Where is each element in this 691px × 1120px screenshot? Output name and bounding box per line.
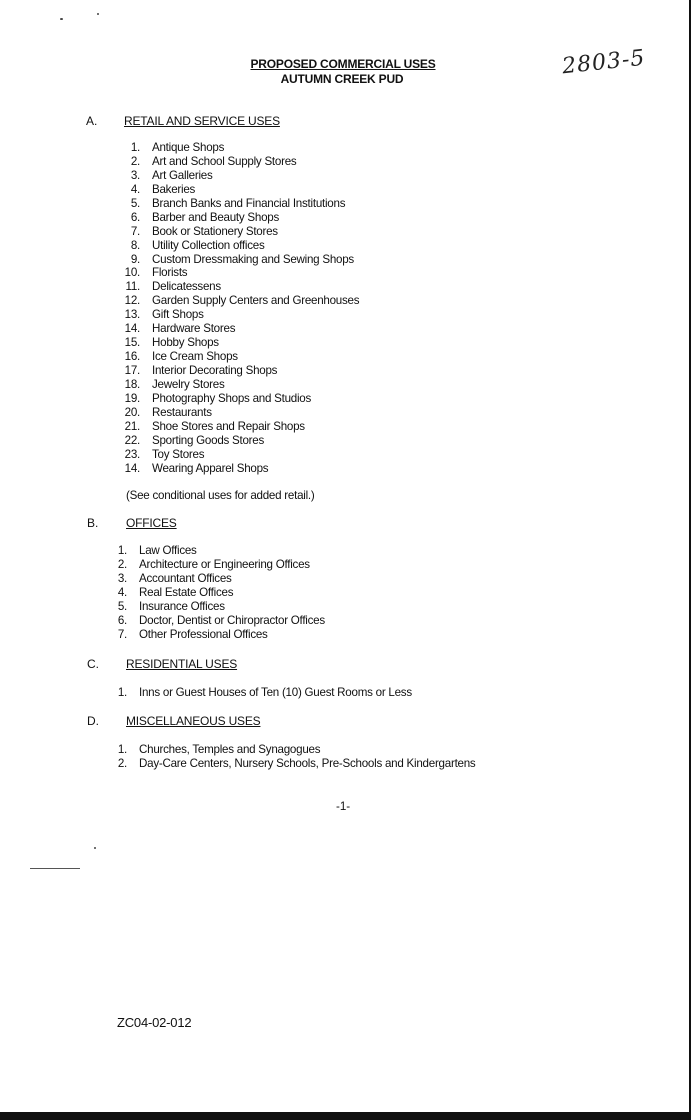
list-item-text: Bakeries	[152, 182, 196, 196]
list-item-text: Art Galleries	[152, 168, 213, 182]
list-item-text: Barber and Beauty Shops	[152, 210, 280, 224]
list-item-number: 3.	[117, 571, 127, 585]
list-item-text: Architecture or Engineering Offices	[139, 557, 310, 571]
list-item-text: Book or Stationery Stores	[152, 224, 278, 238]
list-item-number: 1.	[117, 544, 127, 557]
list-item-number: 17.	[124, 364, 140, 377]
section-d-letter: D.	[87, 714, 99, 728]
list-item-text: Art and School Supply Stores	[152, 154, 297, 168]
list-item-number: 11.	[125, 280, 140, 294]
list-item-text: Accountant Offices	[139, 571, 232, 585]
list-item-text: Sporting Goods Stores	[152, 433, 265, 447]
list-item-number: 1.	[117, 743, 127, 756]
list-item-text: Shoe Stores and Repair Shops	[152, 419, 305, 433]
list-item-text: Doctor, Dentist or Chiropractor Offices	[139, 613, 325, 627]
scan-line-mark	[30, 868, 80, 869]
list-item-text: Hobby Shops	[152, 336, 219, 350]
list-item-text: Custom Dressmaking and Sewing Shops	[152, 252, 354, 266]
list-item-number: 10.	[124, 266, 140, 280]
list-item-number: 18.	[124, 377, 140, 391]
list-item-number: 1.	[130, 141, 140, 154]
list-item-number: 14.	[124, 322, 140, 336]
list-item-number: 5.	[117, 599, 127, 613]
list-item-text: Ice Cream Shops	[152, 350, 238, 364]
list-item-text: Restaurants	[152, 405, 212, 419]
list-item-number: 14.	[124, 461, 140, 475]
list-item-text: Insurance Offices	[139, 599, 225, 613]
list-item-number: 16.	[124, 350, 140, 364]
list-item-number: 12.	[124, 294, 140, 308]
scan-bottom-edge	[0, 1112, 691, 1120]
list-item-text: Day-Care Centers, Nursery Schools, Pre-Schools and Kindergartens	[139, 756, 476, 770]
list-item-text: Churches, Temples and Synagogues	[139, 743, 321, 756]
section-a-title: RETAIL AND SERVICE USES	[124, 114, 280, 128]
section-c-title: RESIDENTIAL USES	[126, 657, 238, 671]
list-item-text: Antique Shops	[152, 141, 225, 154]
list-item-text: Gift Shops	[152, 308, 204, 322]
list-item-number: 13.	[124, 308, 140, 322]
list-item-text: Inns or Guest Houses of Ten (10) Guest Rooms or Less	[139, 686, 412, 699]
list-item-text: Delicatessens	[152, 280, 221, 294]
list-item-text: Law Offices	[139, 544, 197, 557]
list-item-text: Other Professional Offices	[139, 627, 268, 641]
list-item-text: Real Estate Offices	[139, 585, 234, 599]
list-item-number: 21.	[124, 419, 140, 433]
page-number: -1-	[336, 800, 351, 813]
list-item-number: 1.	[117, 686, 127, 699]
section-c-letter: C.	[87, 657, 99, 671]
list-item-text: Photography Shops and Studios	[152, 391, 312, 405]
list-item-text: Hardware Stores	[152, 322, 236, 336]
section-b-title: OFFICES	[126, 516, 177, 530]
list-item-number: 7.	[117, 627, 127, 641]
list-item-number: 2.	[117, 756, 127, 770]
list-item-text: Florists	[152, 266, 188, 280]
list-item-text: Garden Supply Centers and Greenhouses	[152, 294, 360, 308]
document-page: PROPOSED COMMERCIAL USES AUTUMN CREEK PUD 2803-5 A. RETAIL AND SERVICE USES 1. Antique Shops 2. Art and School Supply Stores 3. Art Galleries 4. Bakeries 5. Branch Banks and Financial Institutions 6. Barber and Beauty Shops 7. Book or Stationery Stores 8. Utility Collection offices 9. Custom Dressmaking and Sewing Shops 10. Florists 11. Delicatessens 12. Garden Supply Centers and Greenhouses 13. Gift Shops 14. Hardware Stores 15. Hobby Shops 16. Ice Cream Shops 17. Interior Decorating Shops 18. Jewelry Stores 19. Photography Shops and Studios 20. Restaurants 21. Shoe Stores and Repair Shops 22. Sporting Goods Stores 23. Toy Stores 14. Wearing Apparel Shops (See conditional uses for added retail.) B. OFFICES 1. Law Offices 2. Architecture or Engineering Offices 3. Accountant Offices 4. Real Estate Offices 5. Insurance Offices 6. Doctor, Dentist or Chiropractor Offices 7. Other Professional Offices C. RESIDENTIAL USES 1. Inns or Guest Houses of Ten (10) Guest Rooms or Less D. MISCELLANEOUS USES 1. Churches, Temples and Synagogues 2. Day-Care Centers, Nursery Schools, Pre-Schools and Kindergartens -1- ZC04-02-012	[0, 0, 691, 1120]
list-item-number: 3.	[130, 168, 140, 182]
list-item-number: 15.	[124, 336, 140, 350]
list-item-number: 20.	[124, 405, 140, 419]
scan-speck	[60, 18, 63, 20]
list-item-number: 5.	[130, 196, 140, 210]
list-item-number: 22.	[124, 433, 140, 447]
list-item-number: 2.	[130, 154, 140, 168]
list-item-number: 2.	[117, 557, 127, 571]
list-item-number: 4.	[130, 182, 140, 196]
list-item-text: Utility Collection offices	[152, 238, 265, 252]
section-a-note: (See conditional uses for added retail.)	[126, 489, 315, 502]
list-item-text: Jewelry Stores	[152, 377, 225, 391]
list-item-number: 9.	[130, 252, 140, 266]
section-d-title: MISCELLANEOUS USES	[126, 714, 261, 728]
list-item-text: Wearing Apparel Shops	[152, 461, 269, 475]
list-item-number: 7.	[130, 224, 140, 238]
list-item-number: 6.	[117, 613, 127, 627]
section-b-letter: B.	[87, 516, 99, 530]
list-item-text: Branch Banks and Financial Institutions	[152, 196, 346, 210]
handwritten-note: 2803-5	[560, 45, 647, 80]
list-item-number: 19.	[124, 391, 140, 405]
list-item-number: 23.	[124, 447, 140, 461]
list-item-number: 6.	[130, 210, 140, 224]
list-item-number: 8.	[130, 238, 140, 252]
scan-speck	[94, 847, 96, 849]
list-item-text: Toy Stores	[152, 447, 205, 461]
section-a-letter: A.	[86, 114, 98, 128]
list-item-text: Interior Decorating Shops	[152, 364, 278, 377]
scan-speck	[97, 13, 99, 15]
list-item-number: 4.	[117, 585, 127, 599]
document-id: ZC04-02-012	[117, 1015, 192, 1030]
